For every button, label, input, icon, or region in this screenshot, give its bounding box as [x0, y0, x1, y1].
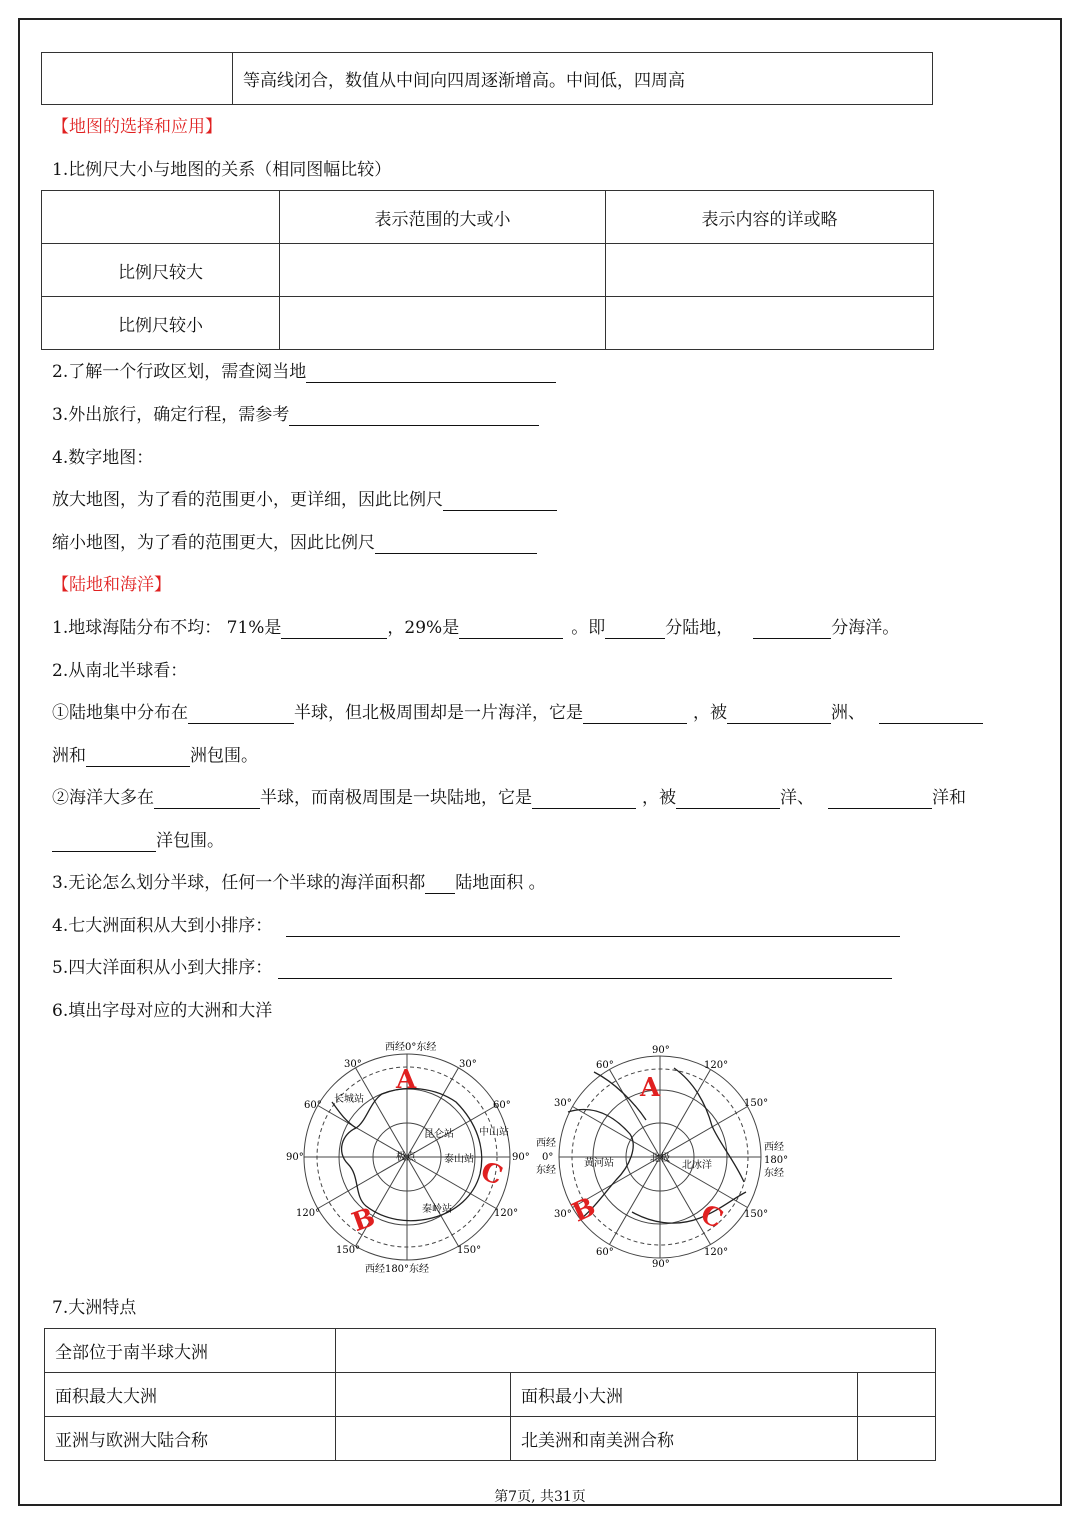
fill-blank[interactable] — [605, 620, 665, 639]
station-label: 极点 — [396, 1152, 416, 1163]
map-label: 60° — [596, 1060, 614, 1071]
map-label: 90° — [512, 1152, 530, 1163]
map-label: 西经 — [764, 1142, 784, 1153]
trait-answer[interactable] — [858, 1417, 936, 1461]
map-label: 30° — [554, 1098, 572, 1109]
map-letter-b: B — [567, 1191, 601, 1229]
north-pole-map — [534, 1042, 788, 1272]
map-label: 90° — [652, 1045, 670, 1056]
question-land-3: 3.无论怎么划分半球，任何一个半球的海洋面积都 陆地面积 。 — [52, 873, 546, 893]
question-land-2b: ②海洋大多在 半球，而南极周围是一块陆地，它是 ，被 洋、 洋和 — [52, 788, 966, 808]
question-4-digital: 4.数字地图： — [52, 448, 154, 468]
map-label: 0° — [542, 1152, 554, 1163]
fill-blank[interactable] — [727, 705, 831, 724]
question-land-6: 6.填出字母对应的大洲和大洋 — [52, 1001, 273, 1021]
scale-header-blank — [42, 191, 280, 244]
scale-cell-answer[interactable] — [280, 244, 606, 297]
station-label: 北极 — [650, 1153, 670, 1164]
question-land-4: 4.七大洲面积从大到小排序： — [52, 915, 900, 937]
map-label: 90° — [652, 1259, 670, 1270]
fill-blank[interactable] — [52, 833, 156, 852]
fill-blank[interactable] — [306, 364, 556, 383]
station-label: 长城站 — [334, 1094, 364, 1105]
traits-table — [44, 1328, 936, 1461]
question-land-2a-cont: 洲和 洲包围。 — [52, 746, 258, 766]
map-letter-b: B — [348, 1202, 380, 1239]
map-letter-a: A — [396, 1065, 417, 1095]
fill-blank[interactable] — [289, 407, 539, 426]
map-label: 60° — [493, 1100, 511, 1111]
map-label: 120° — [296, 1208, 321, 1219]
map-label: 30° — [554, 1209, 572, 1220]
station-label: 北冰洋 — [682, 1160, 712, 1171]
fill-blank[interactable] — [532, 790, 636, 809]
map-label: 150° — [744, 1209, 769, 1220]
fill-blank[interactable] — [188, 705, 294, 724]
trait-answer[interactable] — [336, 1417, 511, 1461]
map-label: 120° — [704, 1060, 729, 1071]
trait-answer[interactable] — [336, 1373, 511, 1417]
question-land-5: 5.四大洋面积从小到大排序： — [52, 957, 892, 979]
question-land-2b-cont: 洋包围。 — [52, 830, 224, 852]
fill-blank[interactable] — [583, 705, 687, 724]
page-number: 第7页, 共31页 — [494, 1489, 586, 1505]
scale-row-small: 比例尺较小 — [42, 297, 280, 350]
map-label: 150° — [744, 1098, 769, 1109]
question-land-2: 2.从南北半球看： — [52, 661, 188, 681]
station-label: 秦岭站 — [422, 1204, 452, 1215]
question-4a-zoom-in: 放大地图，为了看的范围更小，更详细，因此比例尺 — [52, 489, 557, 511]
scale-row-large: 比例尺较大 — [42, 244, 280, 297]
south-pole-map — [286, 1036, 536, 1274]
scale-table — [41, 190, 934, 350]
map-label: 120° — [704, 1247, 729, 1258]
question-land-7: 7.大洲特点 — [52, 1298, 137, 1318]
scale-cell-answer[interactable] — [280, 297, 606, 350]
fill-blank[interactable] — [86, 748, 190, 767]
fill-blank[interactable] — [286, 918, 900, 937]
fill-blank[interactable] — [154, 790, 260, 809]
question-land-2a: ①陆地集中分布在 半球，但北极周围却是一片海洋，它是 ，被 洲、 — [52, 702, 983, 724]
fill-blank[interactable] — [753, 620, 831, 639]
map-label: 60° — [596, 1247, 614, 1258]
map-label: 东经 — [764, 1168, 784, 1179]
trait-answer[interactable] — [336, 1329, 936, 1373]
map-label: 30° — [344, 1059, 362, 1070]
trait-answer[interactable] — [858, 1373, 936, 1417]
question-land-1: 1.地球海陆分布不均： 71%是 ，29%是 。即 分陆地， 分海洋。 — [52, 618, 900, 638]
section-heading-map: 【地图的选择和应用】 — [52, 117, 222, 137]
question-4b-zoom-out: 缩小地图，为了看的范围更大，因此比例尺 — [52, 532, 537, 554]
scale-header-detail: 表示内容的详或略 — [606, 191, 934, 244]
trait-label: 面积最大大洲 — [45, 1373, 336, 1417]
fill-blank[interactable] — [278, 960, 892, 979]
trait-label: 全部位于南半球大洲 — [45, 1329, 336, 1373]
fill-blank[interactable] — [375, 535, 537, 554]
question-1-scale: 1.比例尺大小与地图的关系（相同图幅比较） — [52, 160, 392, 180]
map-label: 180° — [764, 1155, 788, 1166]
map-letter-a: A — [640, 1073, 661, 1103]
fill-blank[interactable] — [828, 790, 932, 809]
fill-blank[interactable] — [879, 705, 983, 724]
question-3-travel: 3.外出旅行，确定行程，需参考 — [52, 404, 539, 426]
fill-blank[interactable] — [459, 620, 563, 639]
trait-label: 亚洲与欧洲大陆合称 — [45, 1417, 336, 1461]
map-label: 30° — [459, 1059, 477, 1070]
map-label: 150° — [336, 1245, 361, 1256]
fill-blank[interactable] — [281, 620, 387, 639]
station-label: 中山站 — [479, 1127, 509, 1138]
map-label: 90° — [286, 1152, 304, 1163]
map-letter-c: C — [476, 1156, 507, 1192]
contour-description: 等高线闭合，数值从中间向四周逐渐增高。中间低，四周高 — [233, 53, 933, 105]
map-letter-c: C — [695, 1199, 728, 1236]
fill-blank[interactable] — [443, 492, 557, 511]
contour-table — [41, 52, 933, 105]
scale-cell-answer[interactable] — [606, 297, 934, 350]
fill-blank[interactable] — [425, 875, 455, 894]
station-label: 黄河站 — [584, 1158, 614, 1169]
trait-label: 面积最小大洲 — [511, 1373, 858, 1417]
map-label: 西经0°东经 — [385, 1042, 437, 1053]
scale-cell-answer[interactable] — [606, 244, 934, 297]
map-label: 西经180°东经 — [364, 1264, 430, 1274]
fill-blank[interactable] — [676, 790, 780, 809]
station-label: 泰山站 — [444, 1154, 474, 1165]
trait-label: 北美洲和南美洲合称 — [511, 1417, 858, 1461]
map-label: 60° — [304, 1100, 322, 1111]
map-label: 东经 — [536, 1165, 556, 1176]
contour-blank-cell[interactable] — [42, 53, 233, 105]
map-label: 150° — [457, 1245, 482, 1256]
question-2-admin: 2.了解一个行政区划，需查阅当地 — [52, 361, 556, 383]
map-label: 120° — [494, 1208, 519, 1219]
scale-header-range: 表示范围的大或小 — [280, 191, 606, 244]
station-label: 昆仑站 — [424, 1129, 454, 1140]
map-label: 西经 — [536, 1138, 556, 1149]
section-heading-land: 【陆地和海洋】 — [52, 575, 171, 595]
